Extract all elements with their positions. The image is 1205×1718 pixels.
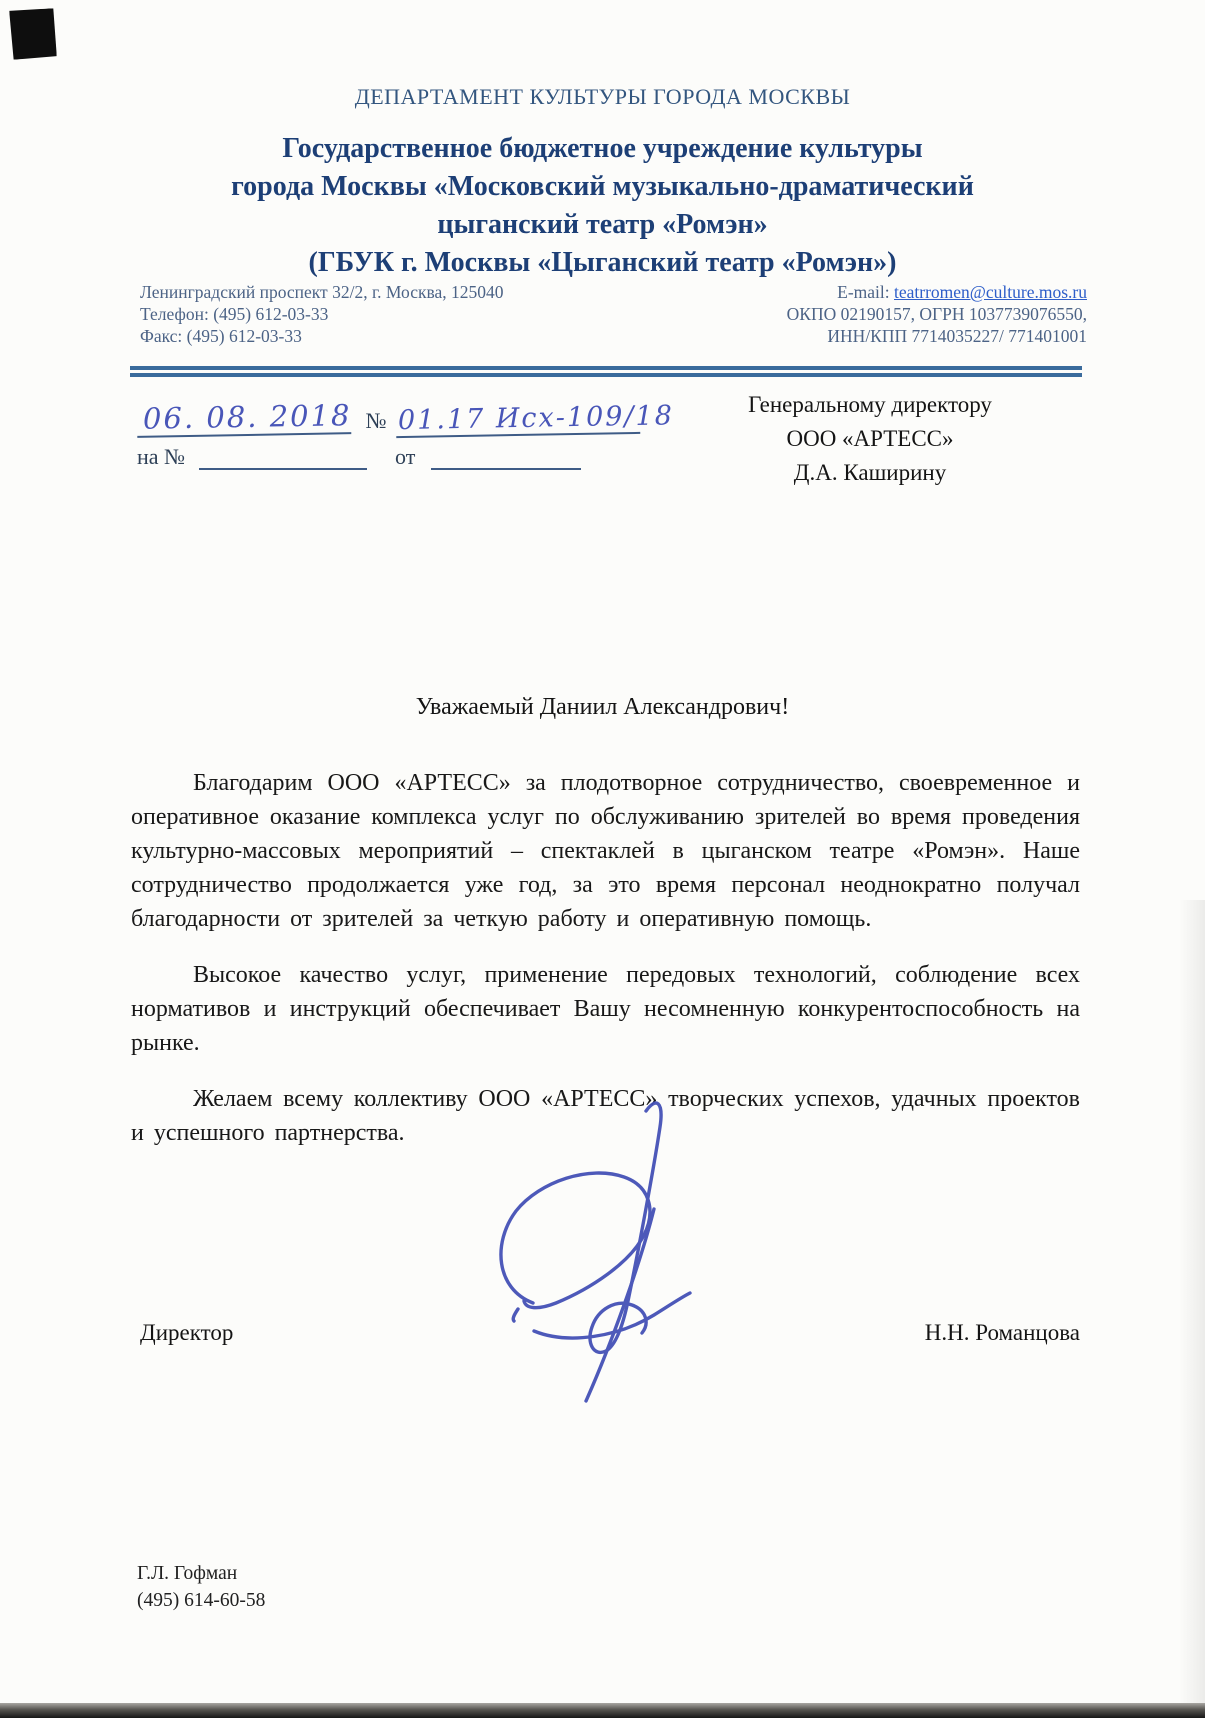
incoming-reference-line xyxy=(137,444,617,470)
address-block xyxy=(140,281,504,347)
email-link[interactable]: teatrromen@culture.mos.ru xyxy=(894,282,1087,302)
number-sign-label: № xyxy=(365,408,387,433)
inn-kpp-line: ИНН/КПП 7714035227/ 771401001 xyxy=(827,326,1087,346)
from-label: от xyxy=(395,444,416,469)
executor-block xyxy=(137,1560,265,1614)
salutation: Уважаемый Даниил Александрович! xyxy=(415,694,790,720)
phone-line: Телефон: (495) 612-03-33 xyxy=(140,304,329,324)
org-name-line: города Москвы «Московский музыкально-драматический xyxy=(231,171,974,202)
recipient-position: Генеральному директору xyxy=(748,392,992,417)
executor-phone: (495) 614-60-58 xyxy=(137,1590,266,1611)
outgoing-date-handwritten: 06. 08. 2018 xyxy=(137,398,352,438)
org-name-line: (ГБУК г. Москвы «Цыганский театр «Ромэн») xyxy=(308,247,897,278)
on-number-label: на № xyxy=(137,444,186,469)
body-paragraph: Благодарим ООО «АРТЕСС» за плодотворное сотрудничество, своевременное и оперативное оказание комплекса услуг по обслуживанию зрителей во время проведения культурно-массовых мероприятий – спектаклей в цыганском театре «Ромэн». Наше сотрудничество продолжается уже год, за это время персонал неоднократно получал благодарности от зрителей за четкую работу и оперативную помощь. xyxy=(131,770,1080,932)
outgoing-number-handwritten: 01.17 Исх-109/18 xyxy=(396,401,641,438)
scan-artifact-bottom-edge xyxy=(0,1703,1205,1718)
incoming-date-blank xyxy=(431,446,581,470)
recipient-person: Д.А. Каширину xyxy=(793,460,947,485)
recipient-company: ООО «АРТЕСС» xyxy=(786,426,954,451)
letterhead xyxy=(0,84,1205,282)
executor-name: Г.Л. Гофман xyxy=(137,1563,238,1584)
recipient-block xyxy=(660,388,1080,490)
incoming-number-blank xyxy=(199,446,367,470)
email-line xyxy=(787,281,1087,303)
signer-title: Директор xyxy=(140,1320,234,1345)
signer-name: Н.Н. Романцова xyxy=(924,1320,1080,1345)
reference-block xyxy=(137,390,675,470)
email-label: E-mail: xyxy=(837,282,894,302)
fax-line: Факс: (495) 612-03-33 xyxy=(140,326,302,346)
body-paragraph: Желаем всему коллективу ООО «АРТЕСС» творческих успехов, удачных проектов и успешного партнерства. xyxy=(131,1086,1080,1146)
body-paragraph: Высокое качество услуг, применение передовых технологий, соблюдение всех нормативов и инструкций обеспечивает Вашу несомненную конкурентоспособность на рынке. xyxy=(131,962,1080,1056)
registration-block xyxy=(787,281,1087,347)
address-line: Ленинградский проспект 32/2, г. Москва, 125040 xyxy=(140,282,504,302)
department-title: ДЕПАРТАМЕНТ КУЛЬТУРЫ ГОРОДА МОСКВЫ xyxy=(354,84,851,109)
divider-double-rule xyxy=(130,366,1082,377)
okpo-ogrn-line: ОКПО 02190157, ОГРН 1037739076550, xyxy=(786,304,1087,324)
scan-artifact-right-edge xyxy=(1179,900,1205,1718)
contacts-row xyxy=(140,281,1087,347)
scan-artifact-corner xyxy=(9,8,57,60)
outgoing-reference-line xyxy=(137,390,675,437)
organization-name xyxy=(0,130,1205,282)
org-name-line: цыганский театр «Ромэн» xyxy=(437,209,768,240)
org-name-line: Государственное бюджетное учреждение культуры xyxy=(282,133,923,164)
signature-handwritten xyxy=(478,1093,718,1403)
